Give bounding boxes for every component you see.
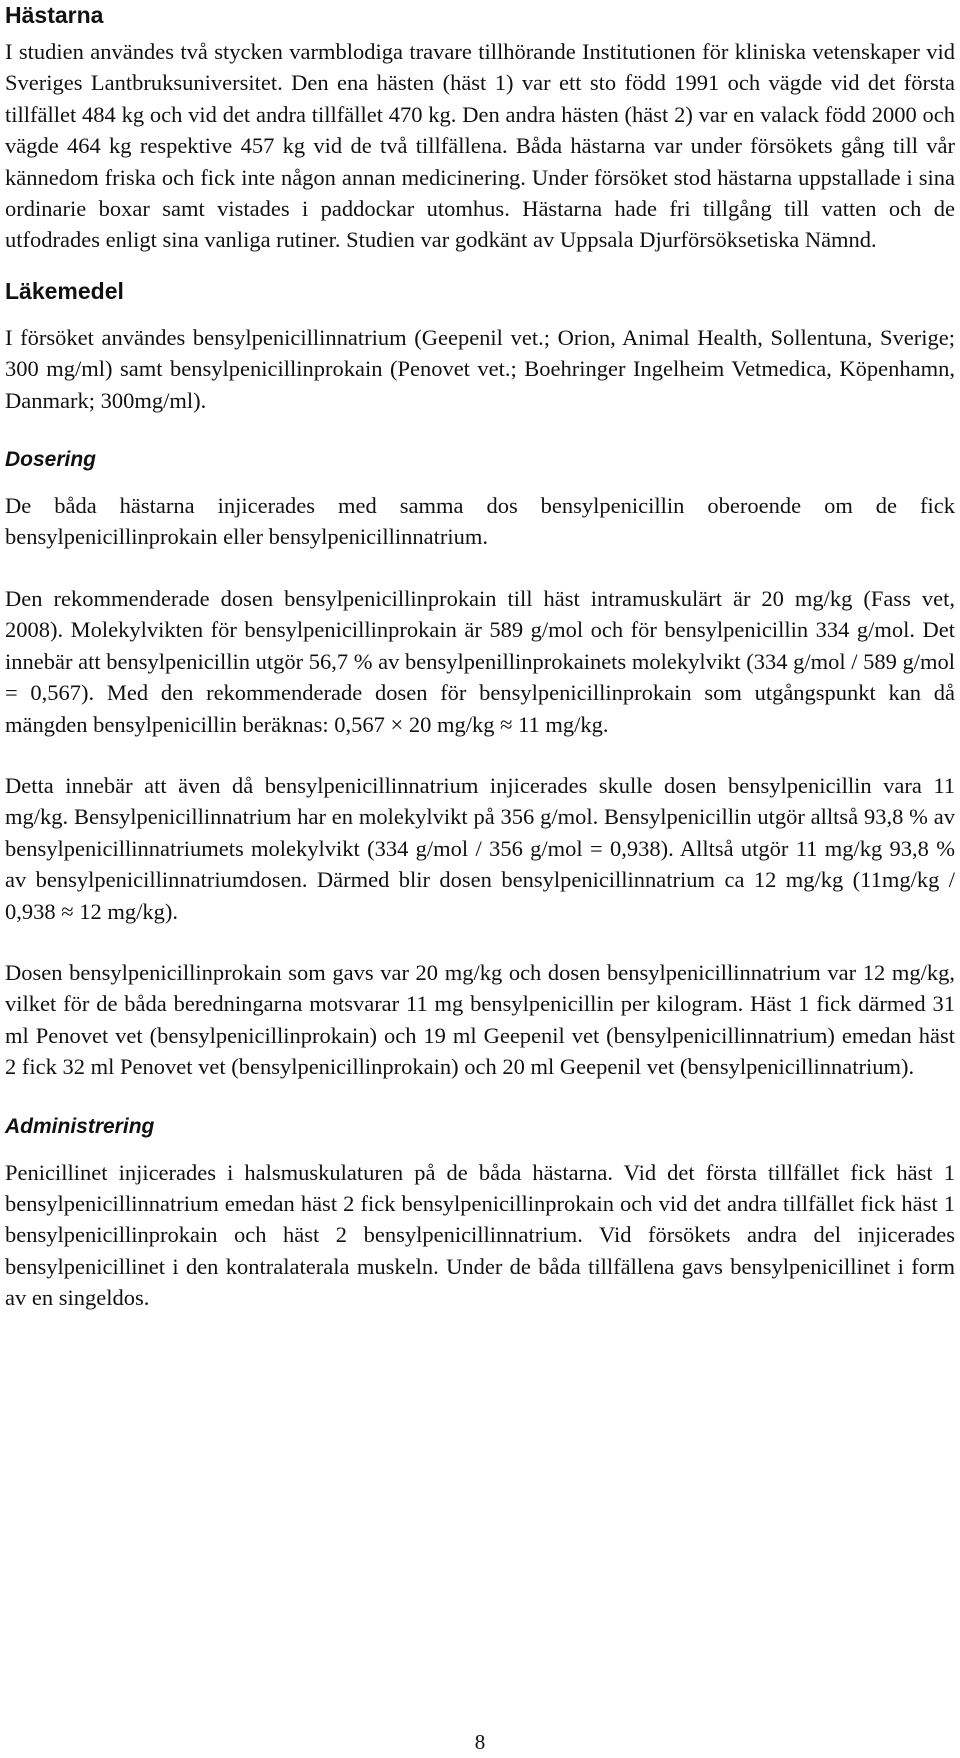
paragraph-hastarna: I studien användes två stycken varmblodiga travare tillhörande Institutionen för kliniska vetenskaper vid Sveriges Lantbruksuniversitet. Den ena hästen (häst 1) var ett sto född 1991 och vägde vid det första tillfället 484 kg och vid det andra tillfället 470 kg. Den andra hästen (häst 2) var en valack född 2000 och vägde 464 kg respektive 457 kg vid de två tillfällena. Båda hästarna var under försökets gång till vår kännedom friska och fick inte någon annan medicinering. Under försöket stod hästarna uppstallade i sina ordinarie boxar samt vistades i paddockar utomhus. Hästarna hade fri tillgång till vatten och de utfodrades enligt sina vanliga rutiner. Studien var godkänt av Uppsala Djurförsöksetiska Nämnd.	[5, 39, 955, 253]
section-heading-dosering: Dosering	[5, 448, 97, 472]
paragraph-dosering-3: Detta innebär att även då bensylpenicillinnatrium injicerades skulle dosen bensylpenicillin vara 11 mg/kg. Bensylpenicillinnatrium har en molekylvikt på 356 g/mol. Bensylpenicillin utgör alltså 93,8 % av bensylpenicillinnatriumets molekylvikt (334 g/mol / 356 g/mol = 0,938). Alltså utgör 11 mg/kg 93,8 % av bensylpenicillinnatriumdosen. Därmed blir dosen bensylpenicillinnatrium ca 12 mg/kg (11mg/kg / 0,938 ≈ 12 mg/kg).	[5, 772, 955, 924]
section-heading-hastarna: Hästarna	[5, 2, 104, 28]
page-number: 8	[474, 1730, 486, 1754]
section-heading-lakemedel: Läkemedel	[5, 277, 124, 304]
paragraph-administrering: Penicillinet injicerades i halsmuskulaturen på de båda hästarna. Vid det första tillfället fick häst 1 bensylpenicillinnatrium emedan häst 2 fick bensylpenicillinprokain och vid det andra tillfället fick häst 1 bensylpenicillinprokain och häst 2 bensylpenicillinnatrium. Vid försökets andra del injicerades bensylpenicillinet i den kontralaterala muskeln. Under de båda tillfällena gavs bensylpenicillinet i form av en singeldos.	[5, 1159, 955, 1311]
section-heading-administrering: Administrering	[5, 1114, 155, 1138]
paragraph-dosering-1: De båda hästarna injicerades med samma dos bensylpenicillin oberoende om de fick bensylpenicillinprokain eller bensylpenicillinnatrium.	[5, 493, 955, 550]
paragraph-dosering-4: Dosen bensylpenicillinprokain som gavs var 20 mg/kg och dosen bensylpenicillinnatrium var 12 mg/kg, vilket för de båda beredningarna motsvarar 11 mg bensylpenicillin per kilogram. Häst 1 fick därmed 31 ml Penovet vet (bensylpenicillinprokain) och 19 ml Geepenil vet (bensylpenicillinnatrium) emedan häst 2 fick 32 ml Penovet vet (bensylpenicillinprokain) och 20 ml Geepenil vet (bensylpenicillinnatrium).	[5, 959, 955, 1080]
paragraph-dosering-2: Den rekommenderade dosen bensylpenicillinprokain till häst intramuskulärt är 20 mg/kg (Fass vet, 2008). Molekylvikten för bensylpenicillinprokain är 589 g/mol och för bensylpenicillin 334 g/mol. Det innebär att bensylpenicillin utgör 56,7 % av bensylpenillinprokainets molekylvikt (334 g/mol / 589 g/mol = 0,567). Med den rekommenderade dosen för bensylpenicillinprokain som utgångspunkt kan då mängden bensylpenicillin beräknas: 0,567 × 20 mg/kg ≈ 11 mg/kg.	[5, 585, 955, 737]
paragraph-lakemedel: I försöket användes bensylpenicillinnatrium (Geepenil vet.; Orion, Animal Health, Sollentuna, Sverige; 300 mg/ml) samt bensylpenicillinprokain (Penovet vet.; Boehringer Ingelheim Vetmedica, Köpenhamn, Danmark; 300mg/ml).	[5, 324, 955, 413]
document-page	[5, 0, 955, 1314]
